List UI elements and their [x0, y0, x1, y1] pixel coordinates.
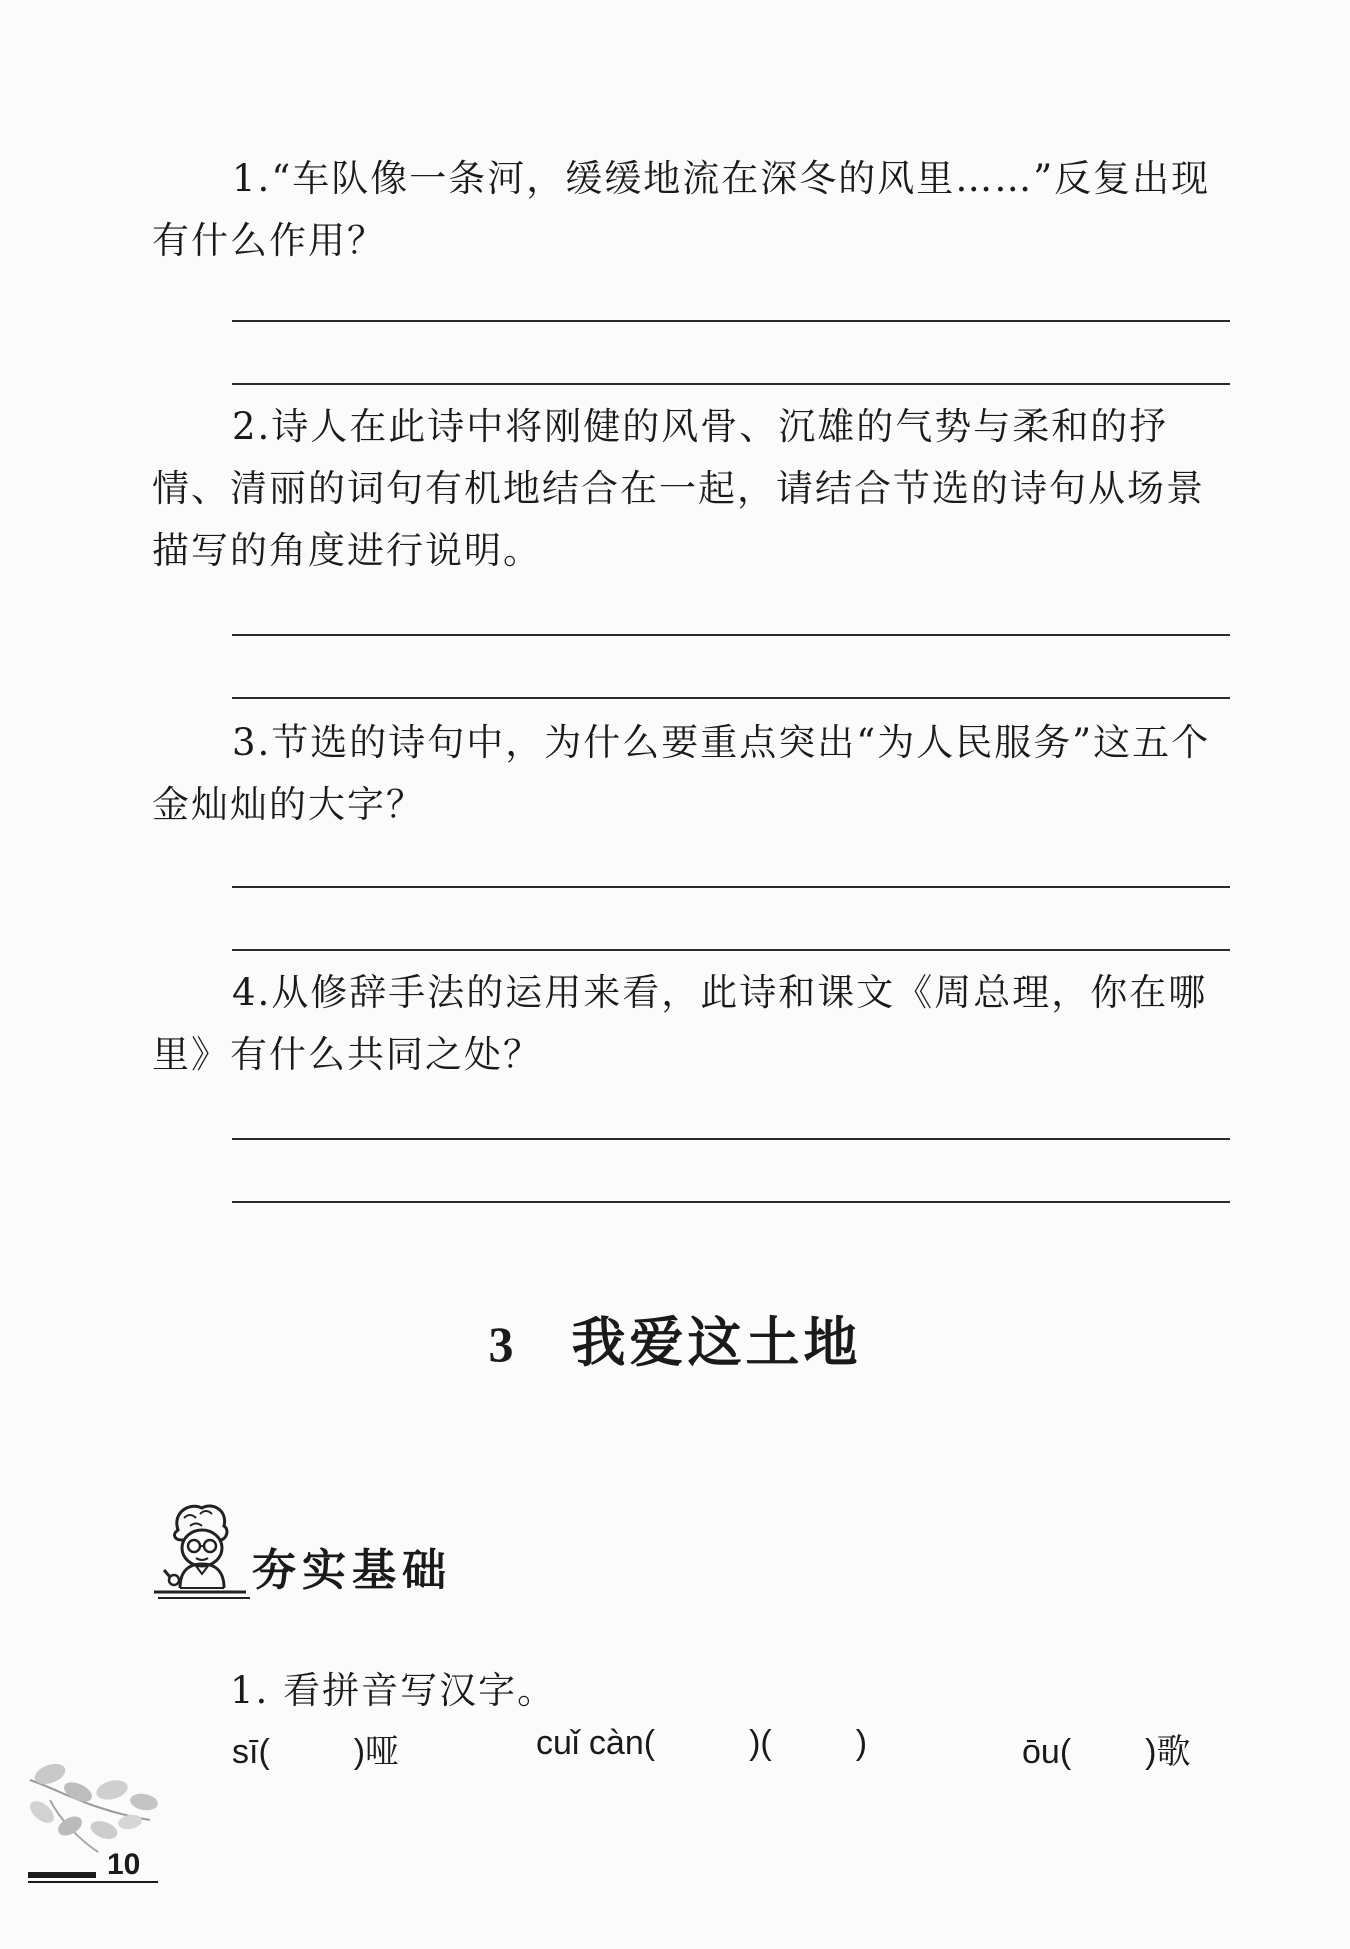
- question-1-text: “车队像一条河，缓缓地流在深冬的风里……”反复出现有什么作用？: [152, 157, 1211, 262]
- page-number: 10: [107, 1848, 141, 1881]
- answer-line[interactable]: [232, 1201, 1230, 1203]
- question-2-text: 诗人在此诗中将刚健的风骨、沉雄的气势与柔和的抒情、清丽的词句有机地结合在一起，请结合节选的诗句从场景描写的角度进行说明。: [152, 405, 1205, 572]
- given-character: 歌: [1156, 1732, 1191, 1772]
- pinyin-item-1: [232, 1724, 399, 1772]
- exercise-title: 1. 看拼音写汉字。: [230, 1669, 557, 1712]
- pinyin-text: sī: [232, 1733, 259, 1771]
- answer-line[interactable]: [232, 383, 1230, 385]
- question-2-number: 2.: [232, 405, 272, 448]
- pinyin-item-3: [1022, 1724, 1190, 1772]
- question-3: [152, 712, 1232, 836]
- given-character: 哑: [365, 1732, 400, 1772]
- question-2: [152, 396, 1232, 582]
- answer-blank[interactable]: ( ): [1059, 1733, 1157, 1771]
- lesson-number: 3: [488, 1316, 514, 1372]
- question-4: [152, 962, 1232, 1086]
- pinyin-text: ōu: [1022, 1733, 1060, 1771]
- answer-blank[interactable]: ( ): [760, 1724, 868, 1762]
- answer-line[interactable]: [232, 886, 1230, 888]
- answer-blank[interactable]: ( ): [258, 1733, 366, 1771]
- teacher-reading-icon: [150, 1500, 250, 1600]
- section-title: 夯实基础: [252, 1545, 452, 1596]
- lesson-heading: [0, 1300, 1350, 1377]
- question-3-number: 3.: [232, 721, 272, 764]
- question-4-text: 从修辞手法的运用来看，此诗和课文《周总理，你在哪里》有什么共同之处？: [152, 971, 1208, 1076]
- question-1-number: 1.: [232, 157, 272, 200]
- answer-line[interactable]: [232, 634, 1230, 636]
- question-3-text: 节选的诗句中，为什么要重点突出“为人民服务”这五个金灿灿的大字？: [152, 721, 1211, 826]
- question-4-number: 4.: [232, 971, 272, 1014]
- answer-line[interactable]: [232, 697, 1230, 699]
- lesson-title: 我爱这土地: [571, 1310, 862, 1374]
- footer-bar: [28, 1872, 96, 1878]
- answer-line[interactable]: [232, 1138, 1230, 1140]
- leaf-branch-icon: [20, 1760, 170, 1860]
- answer-blank[interactable]: ( ): [643, 1724, 761, 1762]
- section-header: [150, 1500, 550, 1610]
- question-1: [152, 148, 1232, 272]
- pinyin-item-2: [536, 1724, 867, 1772]
- pinyin-text: cuǐ càn: [536, 1724, 644, 1762]
- answer-line[interactable]: [232, 320, 1230, 322]
- answer-line[interactable]: [232, 949, 1230, 951]
